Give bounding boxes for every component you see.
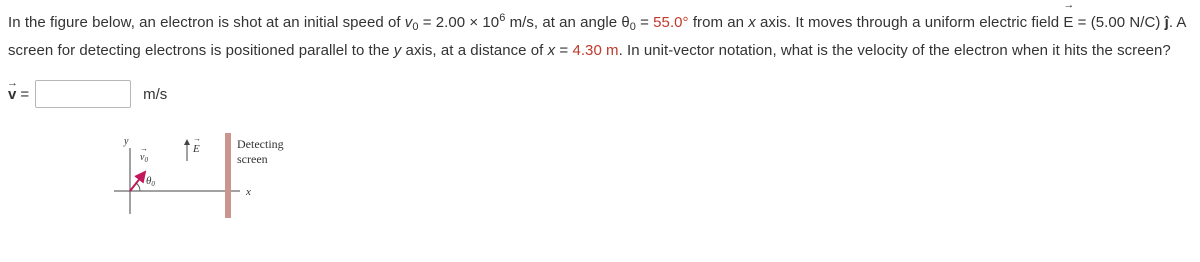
question-text-part: axis. It moves through a uniform electric field bbox=[755, 14, 1064, 31]
question-text-part: = 2.00 × 10 bbox=[418, 14, 500, 31]
exponent: 6 bbox=[499, 12, 506, 24]
e-field-label: E bbox=[193, 143, 200, 155]
v0-label: $v_0$ bbox=[140, 152, 148, 164]
velocity-answer-input[interactable] bbox=[35, 80, 131, 108]
e-field-symbol: → E bbox=[1063, 11, 1073, 35]
v0-symbol: v bbox=[404, 14, 413, 31]
figure-diagram bbox=[110, 128, 310, 218]
v0-subscript: 0 bbox=[412, 21, 419, 33]
y-symbol: y bbox=[393, 42, 402, 59]
question-text-part: . In unit-vector notation, what is the velocity of the electron when it hits the screen? bbox=[618, 42, 1171, 59]
theta-label: θ0 bbox=[146, 175, 155, 188]
screen-label-line1: Detecting bbox=[237, 137, 284, 151]
unit-label: m/s bbox=[143, 85, 168, 103]
x-symbol: x bbox=[748, 14, 756, 31]
velocity-label: → v bbox=[8, 86, 16, 103]
detecting-screen bbox=[225, 133, 231, 218]
question-text bbox=[8, 6, 1194, 63]
question-text-part: = bbox=[555, 42, 573, 59]
angle-value: 55.0° bbox=[653, 14, 689, 31]
distance-value: 4.30 m bbox=[572, 42, 619, 59]
theta-subscript: 0 bbox=[629, 21, 636, 33]
question-text-part: In the figure below, an electron is shot at an initial speed of bbox=[8, 14, 405, 31]
screen-label-line2: screen bbox=[237, 152, 268, 166]
question-text-part: m/s, at an angle bbox=[505, 14, 622, 31]
answer-row bbox=[8, 78, 167, 110]
x-symbol: x bbox=[547, 42, 556, 59]
y-axis-label: y bbox=[124, 136, 129, 147]
x-axis-label: x bbox=[246, 186, 251, 198]
question-text-part: axis, at a distance of bbox=[401, 42, 548, 59]
v0-vector-mark: → bbox=[140, 144, 148, 153]
velocity-arrow bbox=[130, 172, 145, 191]
theta-symbol: θ bbox=[621, 14, 630, 31]
question-text-part: . A screen for detecting electrons is positioned parallel to the bbox=[8, 14, 1186, 59]
question-text-part: = (5.00 N/C) bbox=[1073, 14, 1165, 31]
j-unit-vector: ĵ bbox=[1164, 14, 1169, 31]
question-text-part: from an bbox=[688, 14, 749, 31]
question-text-part: = bbox=[635, 14, 654, 31]
equals-sign: = bbox=[20, 85, 30, 103]
e-field-vector-mark: → bbox=[193, 134, 201, 143]
